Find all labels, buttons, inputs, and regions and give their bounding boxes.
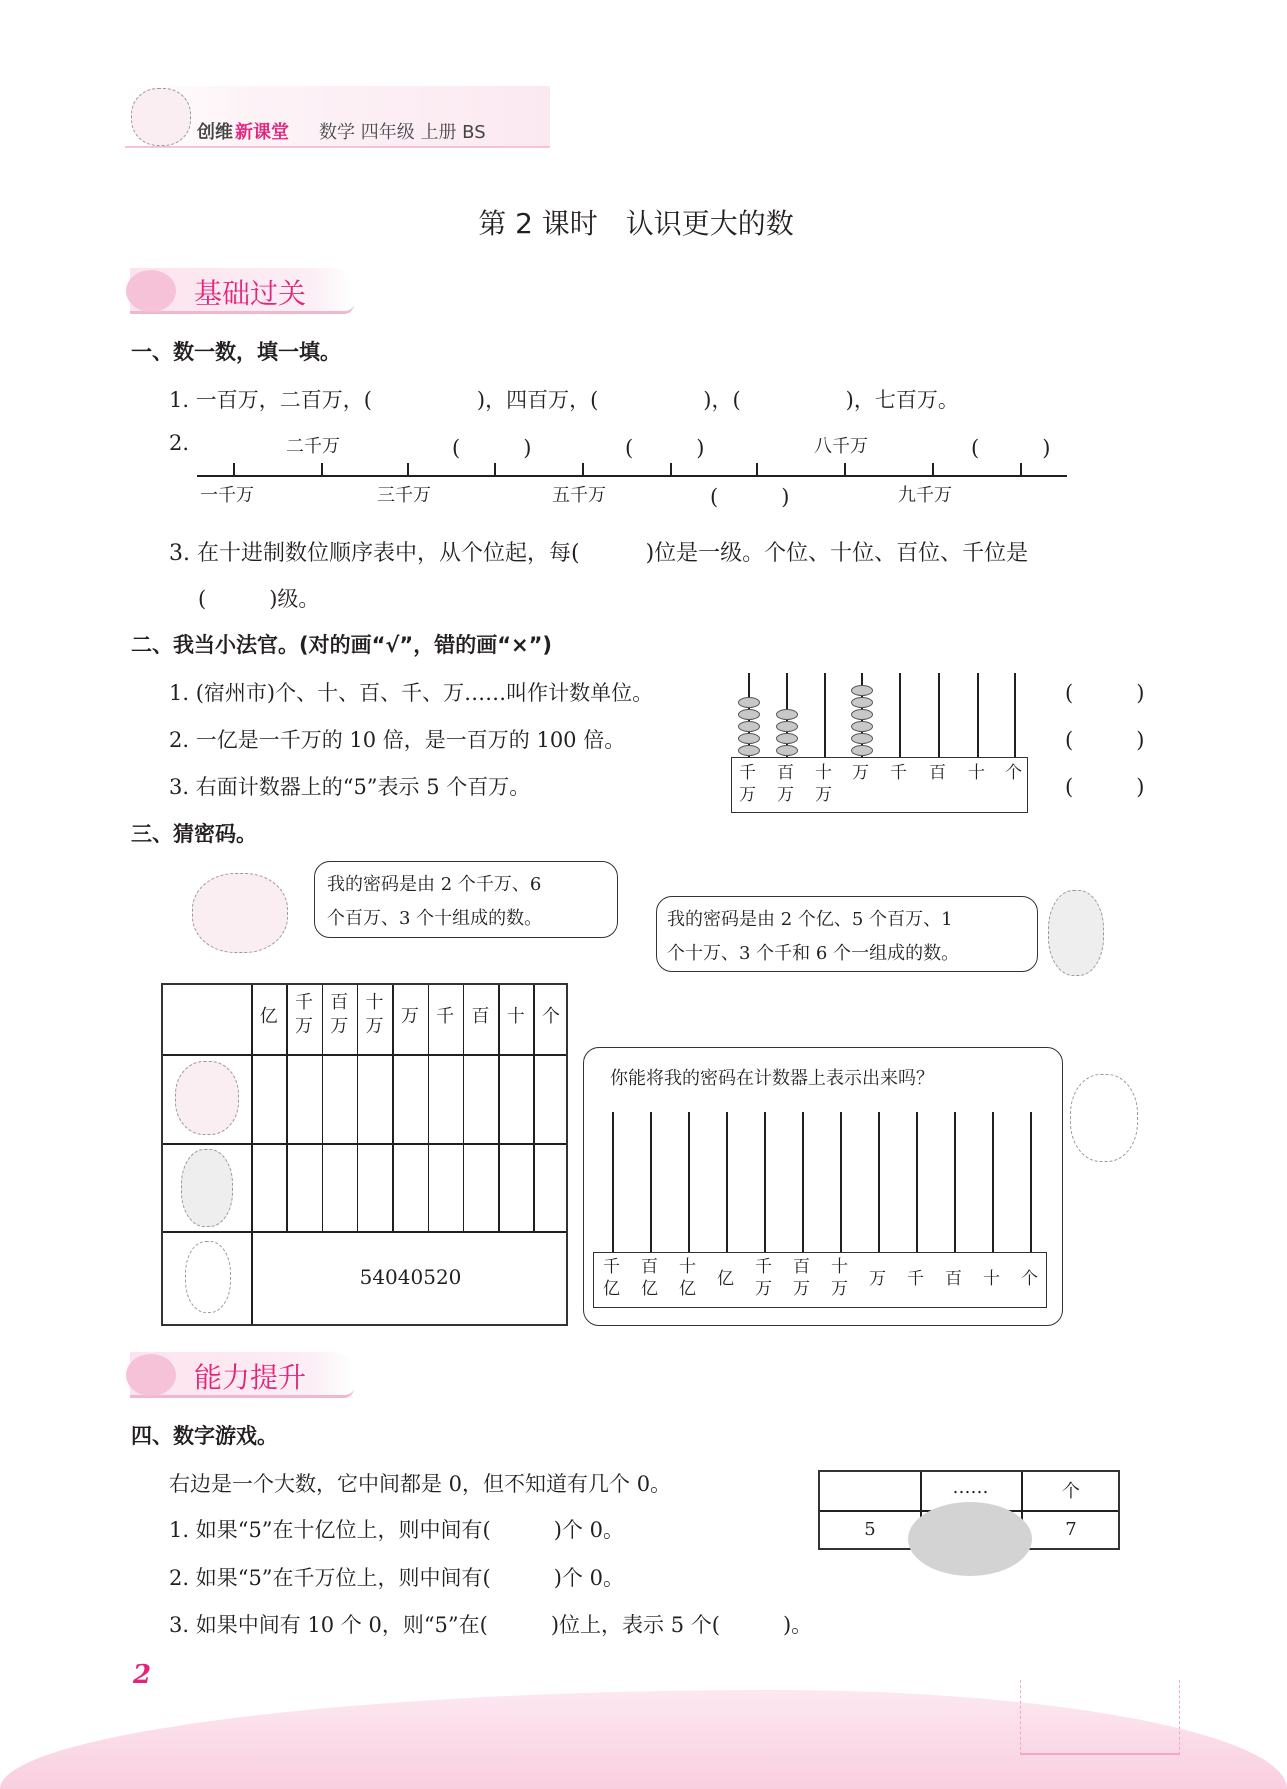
- chick-number: 54040520: [359, 1265, 462, 1289]
- cat-illustration: [181, 1149, 233, 1227]
- brand-name: 创维: [197, 122, 233, 143]
- counter-place-label: 十 亿: [679, 1257, 696, 1299]
- big-number-table: [818, 1470, 1120, 1550]
- abacus-rod: [977, 673, 979, 757]
- judge-item: 2. 一亿是一千万的 10 倍，是一百万的 100 倍。: [169, 728, 626, 752]
- speech-text: 你能将我的密码在计数器上表示出来吗？: [610, 1068, 934, 1089]
- answer-cell[interactable]: [253, 1057, 285, 1141]
- counter-place-label: 千: [907, 1269, 924, 1289]
- abacus-place-label: 千 万: [739, 763, 756, 805]
- table-header-cell: 个: [542, 1006, 561, 1027]
- abacus-bead: [776, 709, 798, 720]
- table-header-cell: 百 万: [330, 992, 349, 1037]
- q1-item-2-number: 2.: [169, 431, 190, 455]
- abacus-rod: [1014, 673, 1016, 757]
- abacus-place-label: 个: [1005, 763, 1022, 783]
- page-number: 2: [133, 1660, 152, 1690]
- counter-place-label: 个: [1021, 1269, 1038, 1289]
- counter-place-label: 万: [869, 1269, 886, 1289]
- page-title: 第 2 课时 认识更大的数: [478, 207, 794, 240]
- q4-item: 1. 如果“5”在十亿位上，则中间有( )个 0。: [169, 1518, 624, 1542]
- book-subtitle: 数学 四年级 上册 BS: [319, 122, 486, 143]
- counter-place-label: 十: [983, 1269, 1000, 1289]
- question-2-heading: 二、我当小法官。(对的画“√”，错的画“×”): [131, 633, 553, 657]
- speech-text: 个十万、3 个千和 6 个一组成的数。: [667, 943, 960, 964]
- q4-intro: 右边是一个大数，它中间都是 0，但不知道有几个 0。: [169, 1472, 672, 1496]
- brand-name-accent: 新课堂: [235, 122, 289, 143]
- line-label: 三千万: [377, 485, 431, 506]
- speech-text: 我的密码是由 2 个亿、5 个百万、1: [667, 909, 953, 930]
- abacus-bead: [776, 721, 798, 732]
- answer-cell[interactable]: [500, 1146, 532, 1230]
- counter-rod[interactable]: [878, 1112, 880, 1252]
- section-title: 能力提升: [194, 1361, 307, 1394]
- table-header-cell: 千: [436, 1006, 455, 1027]
- abacus-bead: [851, 721, 873, 732]
- q4-item: 2. 如果“5”在千万位上，则中间有( )个 0。: [169, 1566, 624, 1590]
- tick-mark: [233, 463, 235, 475]
- abacus-bead: [851, 697, 873, 708]
- table-header-cell: 千 万: [294, 992, 313, 1037]
- chick-illustration: [1070, 1074, 1138, 1162]
- answer-cell[interactable]: [359, 1057, 391, 1141]
- answer-cell[interactable]: [430, 1057, 462, 1141]
- line-label: 八千万: [814, 436, 868, 457]
- abacus-place-label: 百: [929, 763, 946, 783]
- abacus-rod: [824, 673, 826, 757]
- speech-text: 个百万、3 个十组成的数。: [327, 908, 543, 929]
- counter-rod[interactable]: [954, 1112, 956, 1252]
- answer-cell[interactable]: [535, 1057, 567, 1141]
- counter-place-label: 百: [945, 1269, 962, 1289]
- tick-mark: [321, 463, 323, 475]
- line-blank[interactable]: ( ): [710, 485, 790, 509]
- tick-mark: [1020, 463, 1022, 475]
- pig-illustration: [175, 1061, 239, 1135]
- question-4-heading: 四、数字游戏。: [131, 1424, 278, 1448]
- number-line: [197, 475, 1067, 477]
- section-banner-advanced: [130, 1352, 354, 1398]
- abacus-bead: [738, 721, 760, 732]
- answer-bracket[interactable]: ( ): [1065, 775, 1145, 799]
- answer-cell[interactable]: [324, 1057, 356, 1141]
- abacus-bead: [776, 733, 798, 744]
- answer-cell[interactable]: [288, 1146, 320, 1230]
- pig-speech-bubble: [314, 861, 618, 938]
- castle-illustration: [1020, 1680, 1180, 1755]
- header-banner: [125, 86, 550, 148]
- counter-rod[interactable]: [992, 1112, 994, 1252]
- section-title: 基础过关: [194, 277, 307, 310]
- ones-header: 个: [1062, 1481, 1080, 1502]
- table-header-cell: 十 万: [365, 992, 384, 1037]
- answer-cell[interactable]: [288, 1057, 320, 1141]
- counter-rod[interactable]: [1030, 1112, 1032, 1252]
- counter-rod[interactable]: [840, 1112, 842, 1252]
- trophy-icon: [126, 1354, 176, 1396]
- tick-mark: [932, 463, 934, 475]
- abacus-bead: [738, 697, 760, 708]
- abacus-place-label: 千: [890, 763, 907, 783]
- counter-rod[interactable]: [726, 1112, 728, 1252]
- line-label: 五千万: [552, 485, 606, 506]
- answer-bracket[interactable]: ( ): [1065, 728, 1145, 752]
- answer-cell[interactable]: [324, 1146, 356, 1230]
- abacus-bead: [851, 685, 873, 696]
- place-value-table: [161, 983, 568, 1326]
- counter-rod[interactable]: [916, 1112, 918, 1252]
- table-header-cell: 百: [471, 1006, 490, 1027]
- hidden-zeros-cover: [908, 1502, 1032, 1576]
- cat-speech-bubble: [656, 896, 1038, 972]
- answer-cell[interactable]: [394, 1146, 426, 1230]
- answer-cell[interactable]: [359, 1146, 391, 1230]
- q1-item-3-cont: ( )级。: [198, 587, 320, 611]
- counter-base: [593, 1252, 1047, 1308]
- counter-rod[interactable]: [612, 1112, 614, 1252]
- q4-item: 3. 如果中间有 10 个 0，则“5”在( )位上，表示 5 个( )。: [169, 1613, 813, 1637]
- counter-rod[interactable]: [650, 1112, 652, 1252]
- kids-illustration: [131, 88, 191, 146]
- abacus-rod: [938, 673, 940, 757]
- answer-cell[interactable]: [430, 1146, 462, 1230]
- counter-place-label: 十 万: [831, 1257, 848, 1299]
- abacus-place-label: 十 万: [815, 763, 832, 805]
- line-blank[interactable]: ( ): [452, 436, 532, 460]
- answer-bracket[interactable]: ( ): [1065, 681, 1145, 705]
- q1-item-3: 3. 在十进制数位顺序表中，从个位起，每( )位是一级。个位、十位、百位、千位是: [169, 541, 1029, 566]
- counter-rod[interactable]: [688, 1112, 690, 1252]
- counter-place-label: 百 亿: [641, 1257, 658, 1299]
- counter-place-label: 千 万: [755, 1257, 772, 1299]
- judge-item: 3. 右面计数器上的“5”表示 5 个百万。: [169, 775, 531, 799]
- answer-cell[interactable]: [535, 1146, 567, 1230]
- tick-mark: [494, 463, 496, 475]
- table-header-cell: 十: [506, 1006, 525, 1027]
- chick-illustration: [185, 1241, 231, 1313]
- abacus-place-label: 十: [968, 763, 985, 783]
- tick-mark: [582, 463, 584, 475]
- counter-rod[interactable]: [764, 1112, 766, 1252]
- abacus-bead: [851, 709, 873, 720]
- answer-cell[interactable]: [394, 1057, 426, 1141]
- abacus-bead: [776, 745, 798, 756]
- abacus-bead: [738, 709, 760, 720]
- line-label: 二千万: [286, 436, 340, 457]
- question-1-heading: 一、数一数，填一填。: [131, 340, 341, 364]
- line-blank[interactable]: ( ): [625, 436, 705, 460]
- speech-text: 我的密码是由 2 个千万、6: [327, 874, 542, 895]
- line-label: 九千万: [898, 485, 952, 506]
- line-blank[interactable]: ( ): [971, 436, 1051, 460]
- counter-place-label: 亿: [717, 1269, 734, 1289]
- counter-rod[interactable]: [802, 1112, 804, 1252]
- section-banner-basics: [130, 268, 354, 314]
- table-row-line: [163, 1231, 566, 1233]
- abacus-place-label: 万: [852, 763, 869, 783]
- counter-place-label: 千 亿: [603, 1257, 620, 1299]
- table-row-line: [163, 1143, 566, 1145]
- abacus-bead: [738, 745, 760, 756]
- line-label: 一千万: [200, 485, 254, 506]
- answer-cell[interactable]: [500, 1057, 532, 1141]
- abacus-bead: [738, 733, 760, 744]
- last-digit: 7: [1065, 1519, 1077, 1540]
- answer-cell[interactable]: [253, 1146, 285, 1230]
- judge-item: 1. (宿州市)个、十、百、千、万……叫作计数单位。: [169, 681, 654, 705]
- tick-mark: [756, 463, 758, 475]
- first-digit: 5: [864, 1519, 876, 1540]
- table-row-line: [163, 1054, 566, 1056]
- q1-item-1: 1. 一百万，二百万，( )，四百万，( )，( )，七百万。: [169, 388, 959, 412]
- table-header-cell: 亿: [259, 1006, 278, 1027]
- abacus-bead: [851, 733, 873, 744]
- pig-illustration: [192, 873, 288, 953]
- table-header-cell: 万: [400, 1006, 419, 1027]
- question-3-heading: 三、猜密码。: [131, 822, 257, 846]
- answer-cell[interactable]: [465, 1146, 497, 1230]
- cat-illustration: [1048, 890, 1104, 976]
- answer-cell[interactable]: [465, 1057, 497, 1141]
- tick-mark: [844, 463, 846, 475]
- abacus-bead: [851, 745, 873, 756]
- ellipsis-cell: ……: [952, 1477, 989, 1498]
- tick-mark: [407, 463, 409, 475]
- abacus-rod: [899, 673, 901, 757]
- graduation-cap-icon: [126, 270, 176, 312]
- abacus-place-label: 百 万: [777, 763, 794, 805]
- counter-place-label: 百 万: [793, 1257, 810, 1299]
- tick-mark: [670, 463, 672, 475]
